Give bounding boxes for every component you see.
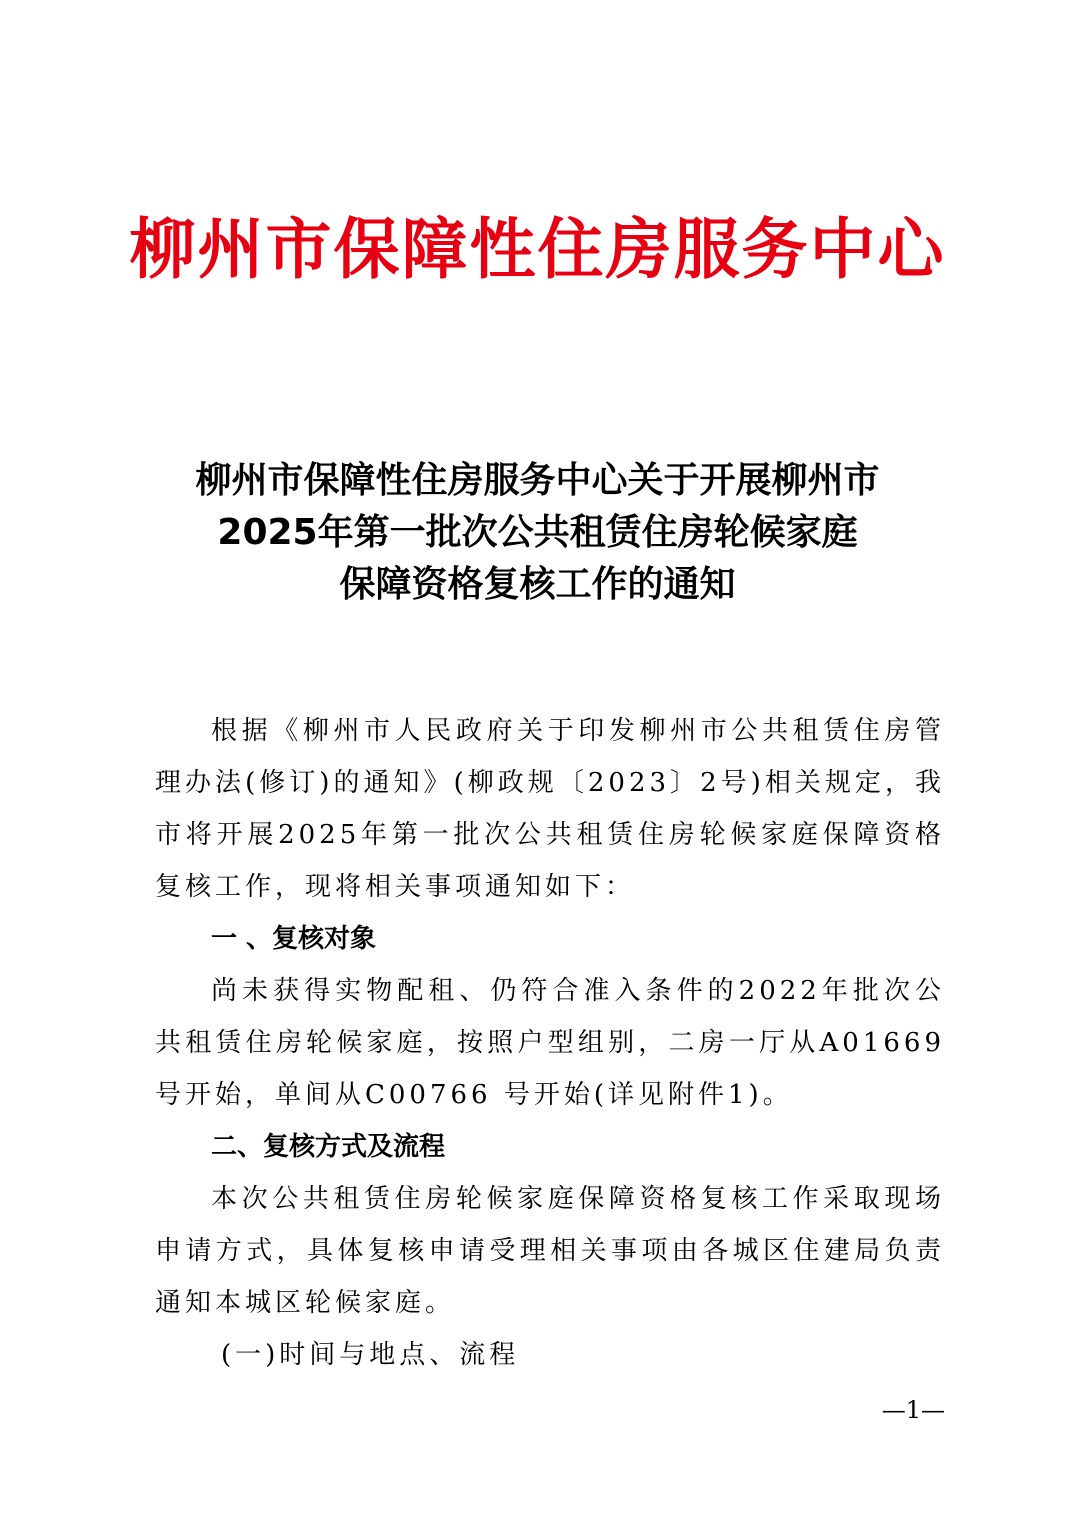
intro-paragraph: 根据《柳州市人民政府关于印发柳州市公共租赁住房管理办法(修订)的通知》(柳政规〔2023〕2号)相关规定，我市将开展2025年第一批次公共租赁住房轮候家庭保障资格复核工作，现将相关事项通知如下： [155, 716, 945, 902]
section-2-subheading-1: (一)时间与地点、流程 [221, 1340, 520, 1370]
section-1-heading: 一 、复核对象 [211, 924, 377, 954]
masthead: 柳州市保障性住房服务中心 [129, 211, 946, 288]
section-2-paragraph: 本次公共租赁住房轮候家庭保障资格复核工作采取现场申请方式，具体复核申请受理相关事项由各城区住建局负责通知本城区轮候家庭。 [155, 1184, 945, 1318]
page-number: —1— [881, 1396, 945, 1424]
section-2-heading: 二、复核方式及流程 [211, 1132, 446, 1162]
title-line-2: 2025年第一批次公共租赁住房轮候家庭 [217, 512, 858, 553]
document-body [155, 705, 945, 1381]
title-line-3: 保障资格复核工作的通知 [339, 564, 736, 605]
title-line-1: 柳州市保障性住房服务中心关于开展柳州市 [195, 460, 880, 501]
document-title [0, 455, 1075, 611]
section-1-paragraph: 尚未获得实物配租、仍符合准入条件的2022年批次公共租赁住房轮候家庭，按照户型组别，二房一厅从A01669号开始，单间从C00766 号开始(详见附件1)。 [155, 976, 945, 1110]
